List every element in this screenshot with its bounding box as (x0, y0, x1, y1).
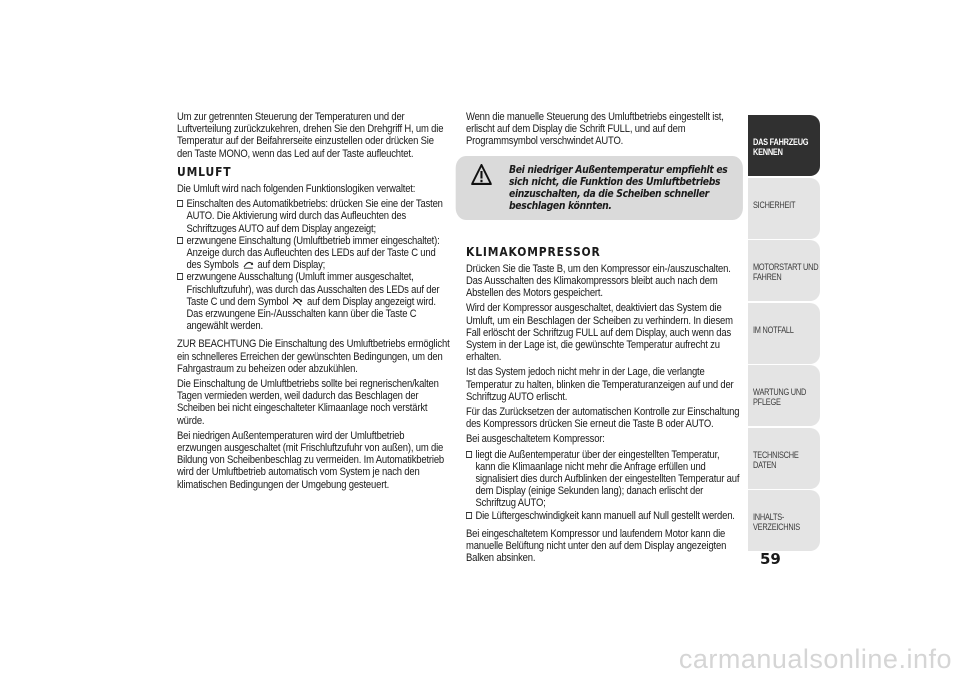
bullet-box-icon (177, 273, 183, 280)
left-column (177, 111, 450, 494)
air-recirculation-off-icon (293, 297, 303, 306)
umluft-logic-list (177, 198, 450, 332)
warning-triangle-icon (471, 164, 492, 185)
rainy-days-paragraph: Die Einschaltung de Umluftbetriebs sollte bei regnerischen/kalten Tagen vermieden werden, weil dadurch das Beschlagen der Scheiben bei nicht eingeschalteter Klimaanlage noch verstärkt würde. (177, 378, 439, 427)
compressor-paragraph-4: Für das Zurücksetzen der automatischen Kontrolle zur Einschaltung des Kompressors drücken Sie erneut die Taste B oder AUTO. (466, 406, 740, 431)
list-item: Einschalten des Automatikbetriebs: drücken Sie eine der Tasten AUTO. Die Aktivierung wird durch das Aufleuchten des Schriftzuges AUTO auf dem Display angezeigt; (177, 198, 450, 235)
compressor-paragraph-6: Bei eingeschaltetem Kompressor und laufendem Motor kann die manuelle Belüftung nicht unter den auf dem Display angezeigten Balken absinken. (466, 527, 727, 565)
right-intro-paragraph: Wenn die manuelle Steuerung des Umluftbetriebs eingestellt ist, erlischt auf dem Display die Schrift FULL, und auf dem Programmsymbol verschwindet AUTO. (466, 111, 724, 148)
compressor-paragraph-1: Drücken Sie die Taste B, um den Kompressor ein-/auszuschalten. Das Ausschalten des Klimakompressors bleibt auch nach dem Abstellen des Motors gespeichert. (466, 262, 731, 300)
tab-im-notfall[interactable]: IM NOTFALL (748, 303, 820, 364)
bullet-box-icon (466, 451, 472, 458)
low-temperature-paragraph: Bei niedrigen Außentemperaturen wird der Umluftbetrieb erzwungen ausgeschaltet (mit Frischluftzufuhr von außen), um die Bildung von Scheibenbeschlag zu vermeiden. Im Automatikbetrieb wird der Umluftbetrieb automatisch vom System je nach den klimatischen Bedingungen der Umgebung gesteuert. (177, 429, 445, 491)
left-intro-paragraph: Um zur getrennten Steuerung der Temperaturen und der Luftverteilung zurückzukehren, drehen Sie den Drehgriff H, um die Temperatur auf der Beifahrerseite einzustellen oder drücken Sie den Taste MONO, wenn das Led auf der Taste aufleuchtet. (177, 111, 444, 160)
compressor-paragraph-3: Ist das System jedoch nicht mehr in der Lage, die verlangte Temperatur zu halten, blinken die Temperaturanzeigen auf und der Schriftzug AUTO erlischt. (466, 366, 734, 403)
tab-das-fahrzeug-kennen[interactable]: DAS FAHRZEUG KENNEN (748, 115, 820, 176)
section-heading-klimakompressor: KLIMAKOMPRESSOR (466, 243, 601, 259)
warning-text: Bei niedriger Außentemperatur empfiehlt es sich nicht, die Funktion des Umluftbetriebs einzuschalten, da die Scheiben schneller beschlagen könnten. (509, 162, 728, 212)
tab-inhaltsverzeichnis[interactable]: INHALTS-VERZEICHNIS (748, 490, 820, 551)
list-item: Die Lüftergeschwindigkeit kann manuell auf Null gestellt werden. (466, 510, 739, 522)
tab-wartung-und-pflege[interactable]: WARTUNG UND PFLEGE (748, 365, 820, 426)
compressor-paragraph-2: Wird der Kompressor ausgeschaltet, deaktiviert das System die Umluft, um ein Beschlagen der Scheiben zu verhindern. In diesem Fall erlöscht der Schriftzug FULL auf dem Display, auch wenn das System in der Lage ist, die gewünschte Temperatur aufrecht zu erhalten. (466, 302, 733, 364)
right-column (466, 111, 739, 567)
chapter-tabs (748, 115, 820, 553)
air-recirculation-icon (243, 260, 253, 269)
tab-sicherheit[interactable]: SICHERHEIT (748, 178, 820, 239)
umluft-description: Die Umluft wird nach folgenden Funktionslogiken verwaltet: (177, 183, 416, 196)
page-number: 59 (760, 550, 781, 568)
note-paragraph: ZUR BEACHTUNG Die Einschaltung des Umluftbetriebs ermöglicht ein schnelleres Erreichen der gewünschten Bedingungen, um den Fahrgastraum zu beheizen oder abzukühlen. (177, 338, 450, 375)
list-item: erzwungene Einschaltung (Umluftbetrieb immer eingeschaltet): Anzeige durch das Aufleuchten des LEDs auf der Taste C und des Symbols auf dem Display; (177, 235, 450, 272)
compressor-off-list (466, 449, 739, 522)
bullet-box-icon (177, 200, 183, 207)
bullet-box-icon (177, 237, 183, 244)
list-item: erzwungene Ausschaltung (Umluft immer ausgeschaltet, Frischluftzufuhr), was durch das Ausschalten des LEDs auf der Taste C und dem Symbol auf dem Display angezeigt wird. Das erzwungene Ein-/Ausschalten kann über die Taste C angewählt werden. (177, 271, 450, 332)
watermark: carmanualsonline.info (678, 644, 952, 674)
warning-box (456, 156, 743, 220)
list-item: liegt die Außentemperatur über der eingestellten Temperatur, kann die Klimaanlage nicht mehr die Anfrage erfüllen und signalisiert dies durch Aufblinken der eingestellten Temperatur auf dem Display (einige Sekunden lang); danach erlischt der Schriftzug AUTO; (466, 449, 739, 510)
compressor-paragraph-5: Bei ausgeschaltetem Kompressor: (466, 433, 605, 446)
section-heading-umluft: UMLUFT (177, 163, 232, 179)
bullet-box-icon (466, 512, 472, 519)
tab-technische-daten[interactable]: TECHNISCHE DATEN (748, 428, 820, 489)
tab-motorstart-und-fahren[interactable]: MOTORSTART UND FAHREN (748, 240, 820, 301)
